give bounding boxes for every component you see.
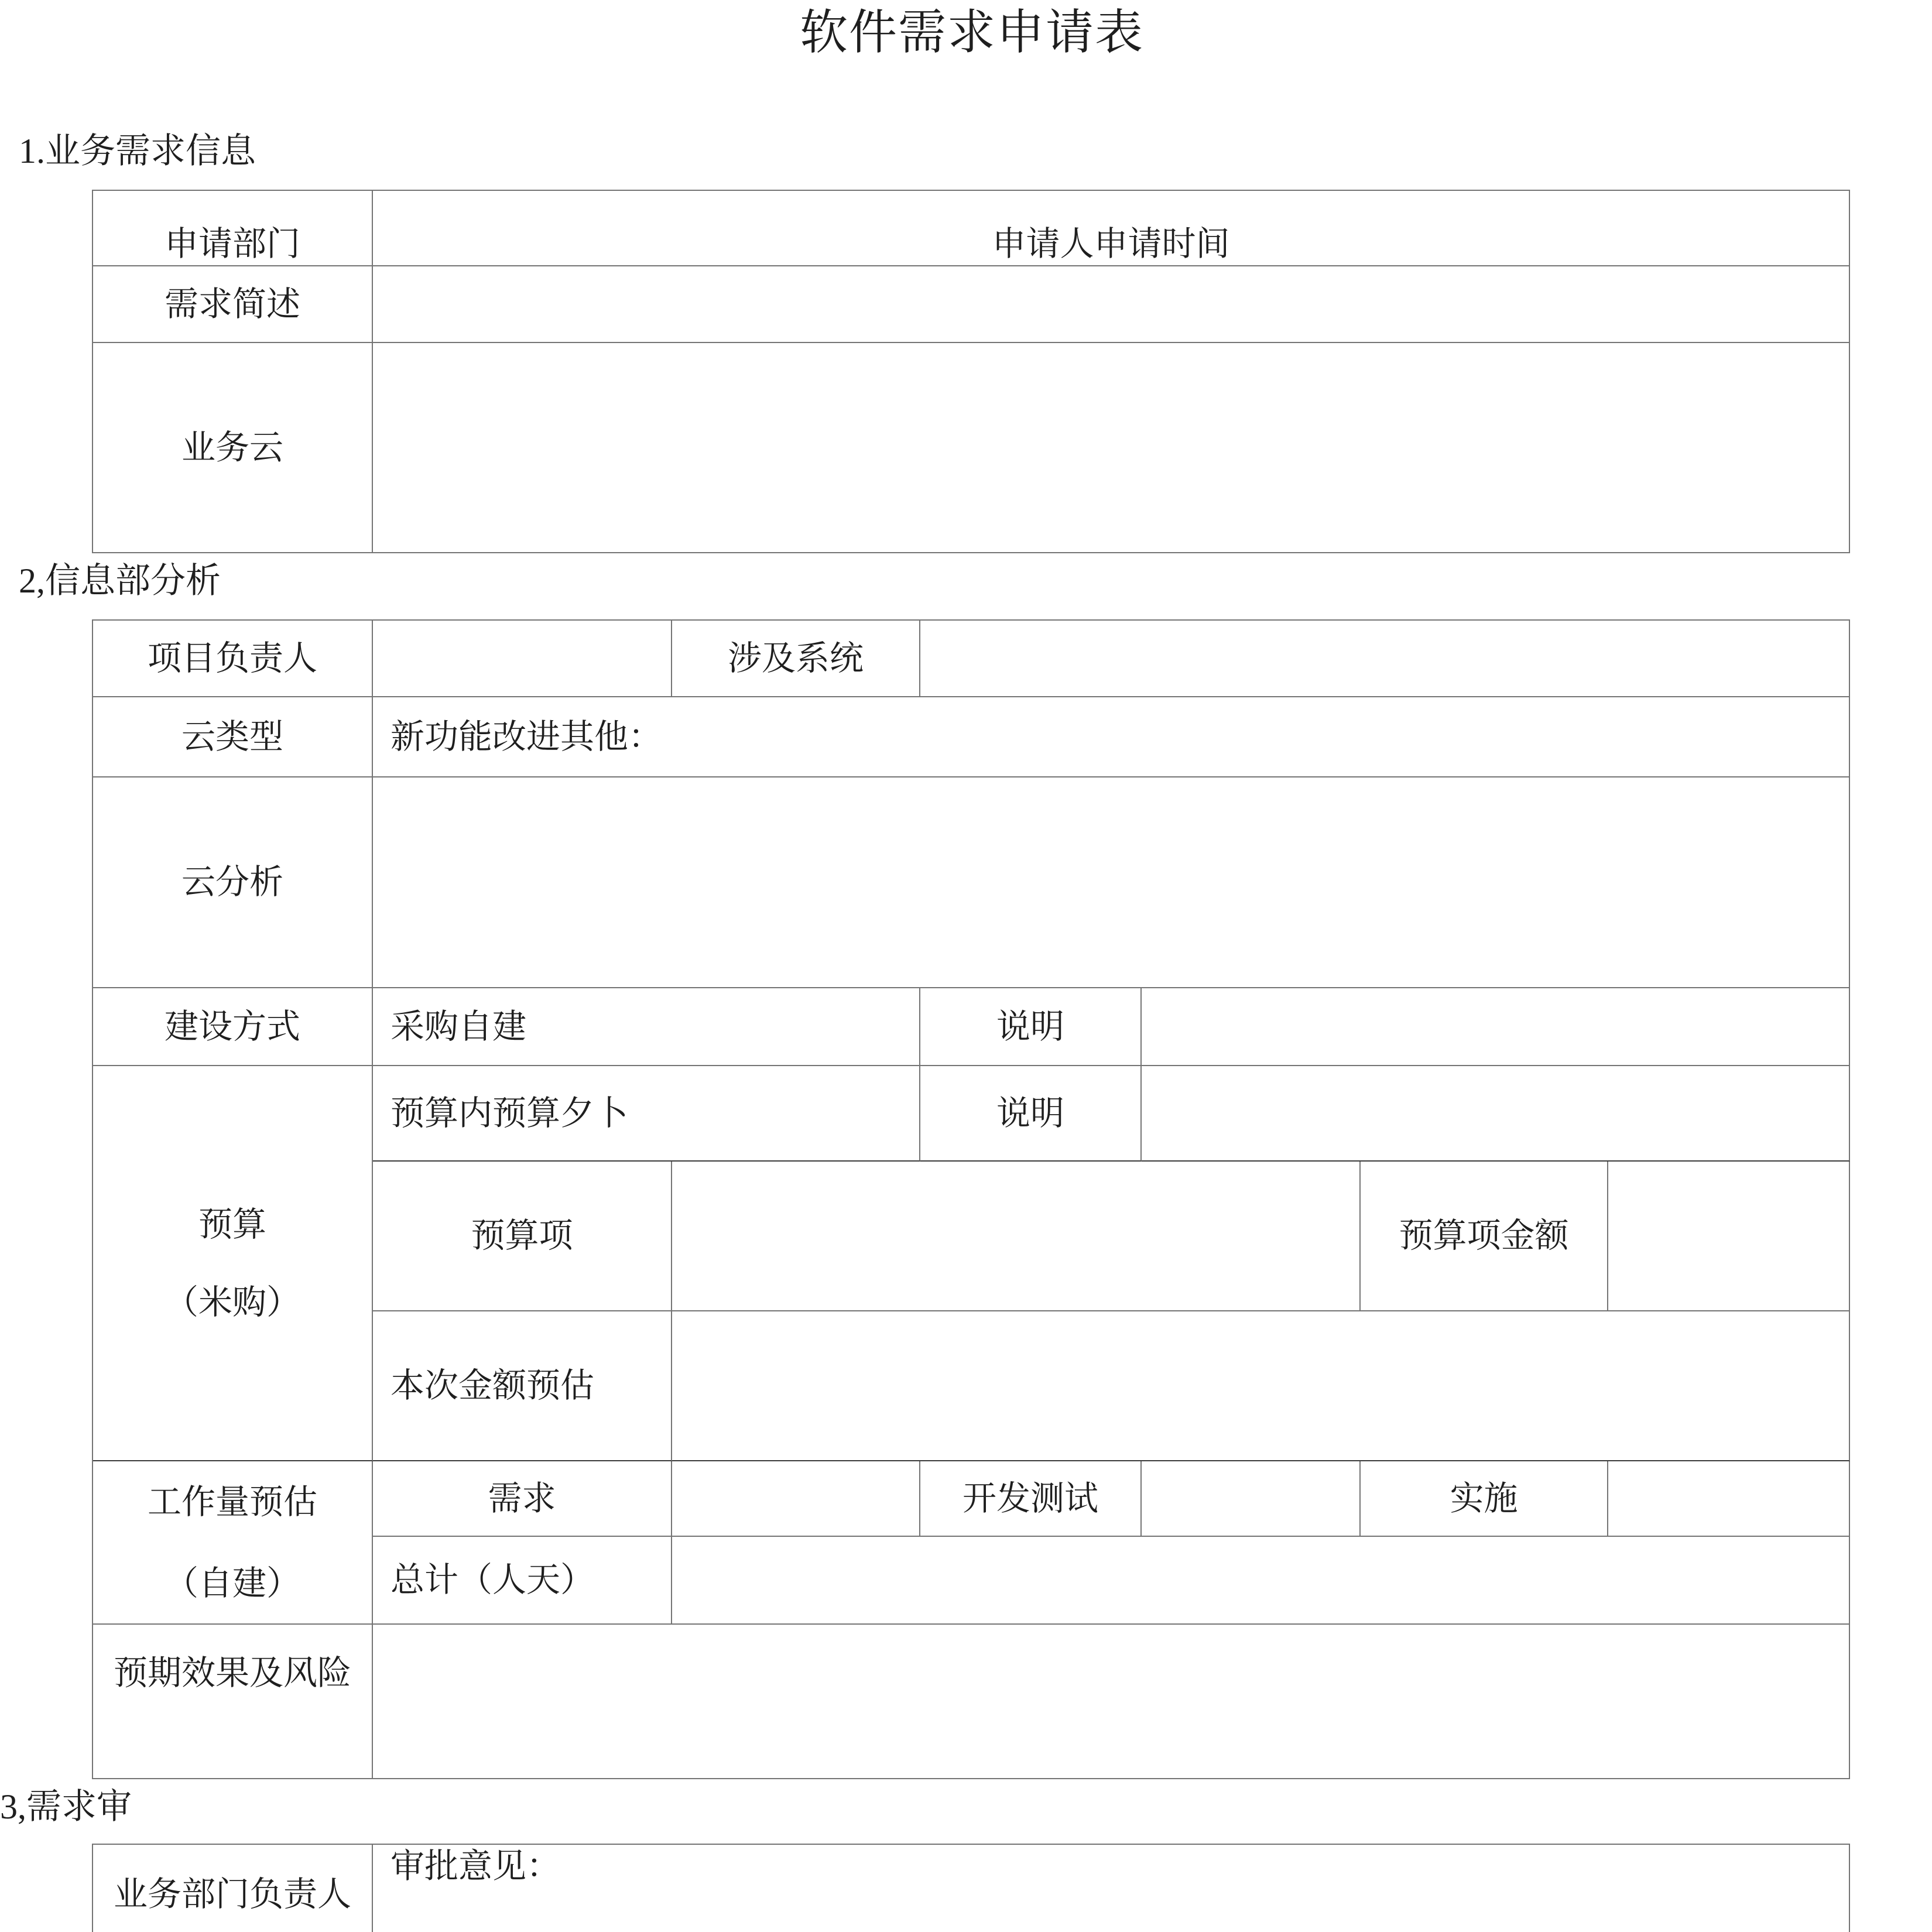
impl-value <box>1608 1461 1850 1537</box>
applicant-time-label: 申请人申请时间 <box>373 191 1850 266</box>
risk-label: 预期效果及风险 <box>93 1625 373 1779</box>
estimate-label: 本次金额预估 <box>373 1311 672 1461</box>
it-analysis-table <box>92 619 1850 1779</box>
section-heading-business-info: 1.业务需求信息 <box>19 132 256 170</box>
budget-note-value <box>1142 1066 1850 1162</box>
apply-dept-label: 申请部门 <box>93 191 373 266</box>
approval-opinion-cell <box>373 1845 1850 1932</box>
business-info-table <box>92 190 1850 553</box>
budget-item-amount-value <box>1608 1162 1850 1311</box>
total-label: 总计（人天） <box>373 1537 672 1625</box>
analysis-value <box>373 777 1850 988</box>
form-title: 软件需求申请表 <box>799 6 1144 59</box>
budget-item-amount-label: 预算项金额 <box>1361 1162 1608 1311</box>
summary-label: 需求简述 <box>93 266 373 343</box>
budget-item-value <box>672 1162 1361 1311</box>
build-mode-label: 建设方式 <box>93 988 373 1066</box>
systems-value <box>920 621 1850 697</box>
budget-options: 预算内预算夕卜 <box>373 1066 920 1162</box>
budget-label-cell <box>93 1066 373 1461</box>
budget-item-label: 预算项 <box>373 1162 672 1311</box>
business-value <box>373 343 1850 553</box>
budget-label: 预算 <box>198 1205 266 1244</box>
workload-sublabel: （自建） <box>164 1564 300 1602</box>
dept-head-label: 业务部门负责人 <box>93 1845 373 1932</box>
approval-opinion-label: 审批意见： <box>390 1847 561 1885</box>
workload-label: 工作量预估 <box>147 1482 317 1521</box>
approval-table <box>92 1844 1850 1932</box>
budget-sublabel: （米购） <box>164 1283 300 1321</box>
risk-value <box>373 1625 1850 1779</box>
section-heading-approval: 3,需求审 <box>0 1787 132 1826</box>
project-owner-label: 项目负责人 <box>93 621 373 697</box>
type-label: 云类型 <box>93 697 373 777</box>
total-value <box>672 1537 1850 1625</box>
build-mode-options: 采购自建 <box>373 988 920 1066</box>
build-note-value <box>1142 988 1850 1066</box>
devtest-value <box>1142 1461 1361 1537</box>
analysis-label: 云分析 <box>93 777 373 988</box>
build-note-label: 说明 <box>920 988 1142 1066</box>
req-value <box>672 1461 920 1537</box>
devtest-label: 开发测试 <box>920 1461 1142 1537</box>
estimate-value <box>672 1311 1850 1461</box>
req-label: 需求 <box>373 1461 672 1537</box>
project-owner-value <box>373 621 672 697</box>
budget-note-label: 说明 <box>920 1066 1142 1162</box>
type-options: 新功能改进其他： <box>373 697 1850 777</box>
summary-value <box>373 266 1850 343</box>
section-heading-it-analysis: 2,信息部分析 <box>19 561 221 600</box>
workload-label-cell <box>93 1461 373 1625</box>
business-label: 业务云 <box>93 343 373 553</box>
systems-label: 涉及系统 <box>672 621 920 697</box>
impl-label: 实施 <box>1361 1461 1608 1537</box>
